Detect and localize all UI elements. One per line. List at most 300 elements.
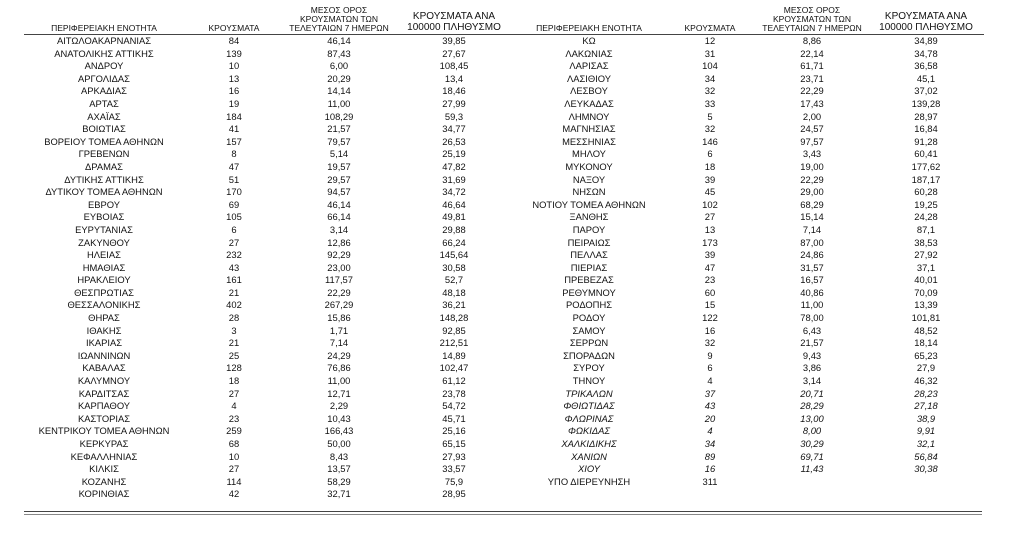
cell-cases: 6 [707,362,713,374]
cell-per100k: 36,58 [914,60,938,72]
cell-per100k: 70,09 [914,286,938,298]
cell-per100k: 61,12 [442,375,466,387]
cell-region: ΚΑΒΑΛΑΣ [82,362,126,374]
table-row [24,148,514,161]
cases-report [24,6,984,501]
cell-cases: 45 [704,186,716,198]
table-row [514,123,984,136]
cell-per100k: 14,89 [442,349,466,361]
cell-per100k: 148,28 [439,312,469,324]
cell-region: ΛΕΣΒΟΥ [570,85,608,97]
cell-per100k: 101,81 [911,312,941,324]
cell-per100k: 27,93 [442,450,466,462]
cell-avg7: 87,00 [800,236,824,248]
right-table-panel [514,6,984,501]
cell-per100k: 46,64 [442,198,466,210]
cell-avg7: 6,43 [802,324,822,336]
table-row [514,85,984,98]
cell-cases: 18 [228,375,240,387]
cell-region: ΙΚΑΡΙΑΣ [85,337,123,349]
cell-avg7: 23,00 [327,261,351,273]
cell-cases: 4 [707,425,713,437]
cell-cases: 21 [228,337,240,349]
cell-cases: 102 [702,198,718,210]
cell-region: ΜΥΚΟΝΟΥ [565,160,613,172]
cell-cases: 43 [704,400,716,412]
cell-per100k: 19,25 [914,198,938,210]
cell-cases: 33 [704,97,716,109]
cell-cases: 47 [704,261,716,273]
cell-region: ΛΑΡΙΣΑΣ [569,60,609,72]
cell-per100k: 38,9 [916,412,936,424]
table-row [514,400,984,413]
cell-avg7: 19,57 [327,160,351,172]
table-row [514,287,984,300]
cell-avg7: 94,57 [327,186,351,198]
cell-region: ΧΑΝΙΩΝ [571,450,607,462]
cell-region: ΘΕΣΣΑΛΟΝΙΚΗΣ [67,299,141,311]
cell-per100k: 212,51 [439,337,469,349]
cell-cases: 16 [228,85,240,97]
cell-region: ΠΡΕΒΕΖΑΣ [564,274,614,286]
cell-region: ΑΡΚΑΔΙΑΣ [81,85,127,97]
cell-cases: 12 [704,35,716,46]
cell-per100k: 187,17 [911,173,941,185]
cell-cases: 15 [704,299,716,311]
cell-avg7: 3,86 [802,362,822,374]
cell-per100k: 145,64 [439,249,469,261]
cell-per100k: 52,7 [444,274,464,286]
cell-cases: 6 [707,148,713,160]
cell-cases: 19 [228,97,240,109]
table-row [24,73,514,86]
cell-region: ΑΡΓΟΛΙΔΑΣ [78,72,130,84]
cell-region: ΕΒΡΟΥ [87,198,120,210]
cell-avg7: 9,43 [802,349,822,361]
table-row [24,274,514,287]
table-row [24,161,514,174]
cell-cases: 60 [704,286,716,298]
table-row [24,262,514,275]
right-cases-table [514,6,984,488]
cell-per100k: 48,18 [442,286,466,298]
header-cases: ΚΡΟΥΣΜΑΤΑ [184,6,284,35]
cell-region: ΑΧΑΪΑΣ [87,110,121,122]
table-row [24,249,514,262]
cell-avg7: 19,00 [800,160,824,172]
table-row [24,425,514,438]
cell-avg7: 46,14 [327,35,351,46]
table-row [514,199,984,212]
cell-avg7: 8,86 [802,35,822,46]
cell-avg7: 2,00 [802,110,822,122]
cell-cases: 146 [702,135,718,147]
cell-region: ΠΕΙΡΑΙΩΣ [567,236,611,248]
cell-avg7: 29,57 [327,173,351,185]
cell-region: ΑΝΔΡΟΥ [84,60,124,72]
cell-region: ΗΡΑΚΛΕΙΟΥ [77,274,131,286]
cell-cases: 32 [704,85,716,97]
cell-region: ΚΑΛΥΜΝΟΥ [77,375,131,387]
cell-per100k: 47,82 [442,160,466,172]
cell-per100k: 60,28 [914,186,938,198]
cell-cases: 128 [226,362,242,374]
cell-cases: 232 [226,249,242,261]
cell-cases: 4 [231,400,237,412]
cell-region: ΞΑΝΘΗΣ [569,211,609,223]
table-row [24,111,514,124]
cell-cases: 28 [228,312,240,324]
table-row [514,186,984,199]
cell-avg7: 267,29 [324,299,354,311]
table-row [514,451,984,464]
cell-avg7: 11,00 [327,375,351,387]
cell-cases: 21 [228,286,240,298]
table-row [24,123,514,136]
cell-region: ΜΕΣΣΗΝΙΑΣ [562,135,616,147]
cell-region: ΣΕΡΡΩΝ [569,337,609,349]
cell-cases: 114 [226,475,242,487]
cell-per100k: 46,32 [914,375,938,387]
cell-per100k: 65,23 [914,349,938,361]
cell-cases: 104 [702,60,718,72]
table-row [24,413,514,426]
cell-region: ΜΑΓΝΗΣΙΑΣ [562,123,616,135]
cell-avg7: 20,71 [800,387,824,399]
cell-cases: 4 [707,375,713,387]
bottom-rule-secondary [24,514,982,515]
cell-region: ΦΛΩΡΙΝΑΣ [564,412,614,424]
table-row [514,73,984,86]
cell-cases: 42 [228,488,240,500]
table-row [514,463,984,476]
cell-avg7: 21,57 [800,337,824,349]
cell-region: ΚΩ [582,35,596,46]
cell-per100k: 37,02 [914,85,938,97]
cell-per100k: 13,4 [444,72,464,84]
cell-region: ΕΥΒΟΙΑΣ [83,211,125,223]
cell-cases: 37 [704,387,716,399]
cell-region: ΘΗΡΑΣ [88,312,120,324]
cell-cases: 25 [228,349,240,361]
table-row [514,337,984,350]
table-row [24,224,514,237]
cell-region: ΣΠΟΡΑΔΩΝ [563,349,615,361]
table-row [514,48,984,61]
cell-per100k: 33,57 [442,463,466,475]
table-row [514,425,984,438]
cell-per100k: 9,91 [916,425,936,437]
cell-cases: 13 [228,72,240,84]
table-row [24,186,514,199]
cell-region: ΙΘΑΚΗΣ [86,324,122,336]
header-avg7: ΜΕΣΟΣ ΟΡΟΣ ΚΡΟΥΣΜΑΤΩΝ ΤΩΝ ΤΕΛΕΥΤΑΙΩΝ 7 ΗΜΕΡΩΝ [756,6,868,35]
table-row [514,325,984,338]
cell-avg7: 24,29 [327,349,351,361]
cell-cases: 105 [226,211,242,223]
cell-avg7: 13,00 [800,412,824,424]
table-row [24,35,514,48]
cell-avg7: 68,29 [800,198,824,210]
cell-region: ΗΛΕΙΑΣ [87,249,121,261]
cell-avg7: 24,86 [800,249,824,261]
cell-avg7: 14,14 [327,85,351,97]
cell-region: ΛΑΚΩΝΙΑΣ [565,47,613,59]
cell-region: ΧΑΛΚΙΔΙΚΗΣ [561,438,617,449]
cell-per100k: 27,67 [442,47,466,59]
cell-cases: 161 [226,274,242,286]
table-row [24,362,514,375]
cell-region: ΠΑΡΟΥ [572,223,606,235]
table-row [514,299,984,312]
table-row [24,463,514,476]
cell-cases: 39 [704,173,716,185]
cell-region: ΝΟΤΙΟΥ ΤΟΜΕΑ ΑΘΗΝΩΝ [532,198,646,210]
cell-region: ΑΙΤΩΛΟΑΚΑΡΝΑΝΙΑΣ [56,35,152,46]
cell-cases: 16 [704,463,716,475]
left-header-row [24,6,514,35]
cell-per100k: 28,95 [442,488,466,500]
cell-region: ΝΑΞΟΥ [572,173,606,185]
left-cases-table [24,6,514,501]
cell-cases: 122 [702,312,718,324]
cell-per100k: 59,3 [444,110,464,122]
cell-cases: 39 [704,249,716,261]
cell-avg7: 7,14 [329,337,349,349]
cell-avg7: 15,14 [800,211,824,223]
cell-avg7: 166,43 [324,425,354,437]
cell-cases: 32 [704,123,716,135]
cell-per100k: 24,28 [914,211,938,223]
cell-region: ΒΟΡΕΙΟΥ ΤΟΜΕΑ ΑΘΗΝΩΝ [44,135,164,147]
cell-per100k: 65,15 [442,438,466,449]
cell-avg7: 66,14 [327,211,351,223]
cell-per100k: 54,72 [442,400,466,412]
cell-per100k: 34,77 [442,123,466,135]
cell-avg7: 76,86 [327,362,351,374]
left-table-body [24,35,514,501]
header-per100k: ΚΡΟΥΣΜΑΤΑ ΑΝΑ 100000 ΠΛΗΘΥΣΜΟ [394,6,514,35]
cell-cases: 18 [704,160,716,172]
cell-avg7: 108,29 [324,110,354,122]
table-row [514,148,984,161]
cell-per100k: 37,1 [916,261,936,273]
cell-avg7: 22,29 [800,85,824,97]
cell-per100k: 16,84 [914,123,938,135]
cell-region: ΣΥΡΟΥ [573,362,605,374]
cell-avg7: 3,14 [802,375,822,387]
cell-avg7: 97,57 [800,135,824,147]
cell-region: ΑΡΤΑΣ [89,97,119,109]
cell-per100k: 18,14 [914,337,938,349]
cell-region: ΝΗΣΩΝ [572,186,606,198]
cell-per100k: 75,9 [444,475,464,487]
header-region: ΠΕΡΙΦΕΡΕΙΑΚΗ ΕΝΟΤΗΤΑ [24,6,184,35]
header-avg7: ΜΕΣΟΣ ΟΡΟΣ ΚΡΟΥΣΜΑΤΩΝ ΤΩΝ ΤΕΛΕΥΤΑΙΩΝ 7 ΗΜΕΡΩΝ [284,6,394,35]
table-row [24,199,514,212]
table-row [514,438,984,451]
cell-per100k: 36,21 [442,299,466,311]
cell-avg7: 13,57 [327,463,351,475]
cell-avg7: 22,29 [800,173,824,185]
cell-cases: 89 [704,450,716,462]
cell-avg7: 20,29 [327,72,351,84]
cell-avg7: 8,43 [329,450,349,462]
cell-cases: 27 [228,463,240,475]
cell-cases: 32 [704,337,716,349]
right-header-row [514,6,984,35]
table-row [514,249,984,262]
cell-cases: 16 [704,324,716,336]
cell-per100k: 27,18 [914,400,938,412]
cell-avg7: 78,00 [800,312,824,324]
cell-avg7: 7,14 [802,223,822,235]
bottom-rule [24,511,982,512]
cell-per100k: 87,1 [916,223,936,235]
cell-region: ΚΙΛΚΙΣ [89,463,119,475]
cell-cases: 10 [228,450,240,462]
cell-per100k: 48,52 [914,324,938,336]
cell-cases: 34 [704,438,716,449]
table-row [514,98,984,111]
cell-avg7 [756,476,868,489]
cell-avg7: 1,71 [329,324,349,336]
cell-region: ΡΟΔΟΥ [572,312,606,324]
cell-avg7: 92,29 [327,249,351,261]
cell-per100k: 45,71 [442,412,466,424]
table-row [514,375,984,388]
table-row [514,413,984,426]
cell-cases: 8 [231,148,237,160]
cell-avg7: 30,29 [800,438,824,449]
cell-region: ΛΗΜΝΟΥ [568,110,610,122]
cell-avg7: 2,29 [329,400,349,412]
cell-avg7: 32,71 [327,488,351,500]
cell-avg7: 17,43 [800,97,824,109]
cell-cases: 157 [226,135,242,147]
cell-cases: 6 [231,223,237,235]
cell-avg7: 21,57 [327,123,351,135]
cell-avg7: 87,43 [327,47,351,59]
right-table-body [514,35,984,489]
cell-avg7: 11,00 [800,299,824,311]
cell-region: ΜΗΛΟΥ [572,148,606,160]
cell-per100k: 28,23 [914,387,938,399]
table-row [24,476,514,489]
cell-region: ΣΑΜΟΥ [572,324,606,336]
table-row [24,350,514,363]
cell-avg7: 3,14 [329,223,349,235]
cell-avg7: 23,71 [800,72,824,84]
cell-region: ΠΕΛΛΑΣ [570,249,608,261]
cell-region: ΚΟΡΙΝΘΙΑΣ [78,488,130,500]
cell-per100k: 49,81 [442,211,466,223]
cell-per100k: 30,38 [914,463,938,475]
cell-per100k: 23,78 [442,387,466,399]
cell-cases: 51 [228,173,240,185]
cell-avg7: 10,43 [327,412,351,424]
cell-region: ΚΟΖΑΝΗΣ [81,475,127,487]
cell-cases: 20 [704,412,716,424]
cell-per100k: 25,16 [442,425,466,437]
cell-per100k: 34,89 [914,35,938,46]
cell-avg7: 11,00 [327,97,351,109]
cell-cases: 69 [228,198,240,210]
cell-region: ΒΟΙΩΤΙΑΣ [82,123,126,135]
cell-region: ΚΕΡΚΥΡΑΣ [79,438,129,449]
cell-region: ΤΗΝΟΥ [572,375,606,387]
cell-region: ΦΩΚΙΔΑΣ [568,425,610,437]
table-row [514,388,984,401]
table-row [24,400,514,413]
table-row [24,299,514,312]
cell-region: ΚΕΦΑΛΛΗΝΙΑΣ [70,450,138,462]
cell-per100k: 29,88 [442,223,466,235]
cell-cases: 27 [228,236,240,248]
table-row [24,211,514,224]
cell-region: ΚΑΣΤΟΡΙΑΣ [77,412,131,424]
cell-per100k: 39,85 [442,35,466,46]
cell-region: ΔΥΤΙΚΗΣ ΑΤΤΙΚΗΣ [64,173,144,185]
cell-region: ΠΙΕΡΙΑΣ [570,261,608,273]
cell-per100k: 60,41 [914,148,938,160]
table-row [24,388,514,401]
cell-region: ΖΑΚΥΝΘΟΥ [78,236,130,248]
cell-avg7: 11,43 [800,463,824,475]
table-row [514,211,984,224]
cell-region: ΗΜΑΘΙΑΣ [82,261,126,273]
cell-avg7: 3,43 [802,148,822,160]
cell-per100k: 27,92 [914,249,938,261]
cell-cases: 27 [228,387,240,399]
cell-cases: 23 [228,412,240,424]
table-row [514,136,984,149]
cell-cases: 13 [704,223,716,235]
cell-avg7: 5,14 [329,148,349,160]
table-row [24,136,514,149]
table-row [24,174,514,187]
table-row [514,161,984,174]
table-row [24,451,514,464]
cell-cases: 47 [228,160,240,172]
cell-avg7: 69,71 [800,450,824,462]
cell-region: ΔΡΑΜΑΣ [85,160,123,172]
cell-avg7: 58,29 [327,475,351,487]
cell-per100k [868,476,984,489]
cell-region: ΡΕΘΥΜΝΟΥ [562,286,616,298]
cell-per100k: 139,28 [911,97,941,109]
cell-region: ΙΩΑΝΝΙΝΩΝ [77,349,131,361]
cell-region: ΛΕΥΚΑΔΑΣ [564,97,614,109]
cell-avg7: 24,57 [800,123,824,135]
cell-per100k: 38,53 [914,236,938,248]
table-row [514,35,984,48]
cell-region: ΤΡΙΚΑΛΩΝ [565,387,613,399]
table-row [24,488,514,501]
cell-per100k: 34,78 [914,47,938,59]
cell-avg7: 117,57 [325,274,353,286]
cell-per100k: 26,53 [442,135,466,147]
cell-cases: 41 [228,123,240,135]
table-row [24,325,514,338]
cell-cases: 10 [228,60,240,72]
cell-per100k: 34,72 [442,186,466,198]
cell-avg7: 12,71 [327,387,351,399]
cell-per100k: 66,24 [442,236,466,248]
cell-cases: 402 [226,299,242,311]
table-row [514,274,984,287]
table-row [514,237,984,250]
